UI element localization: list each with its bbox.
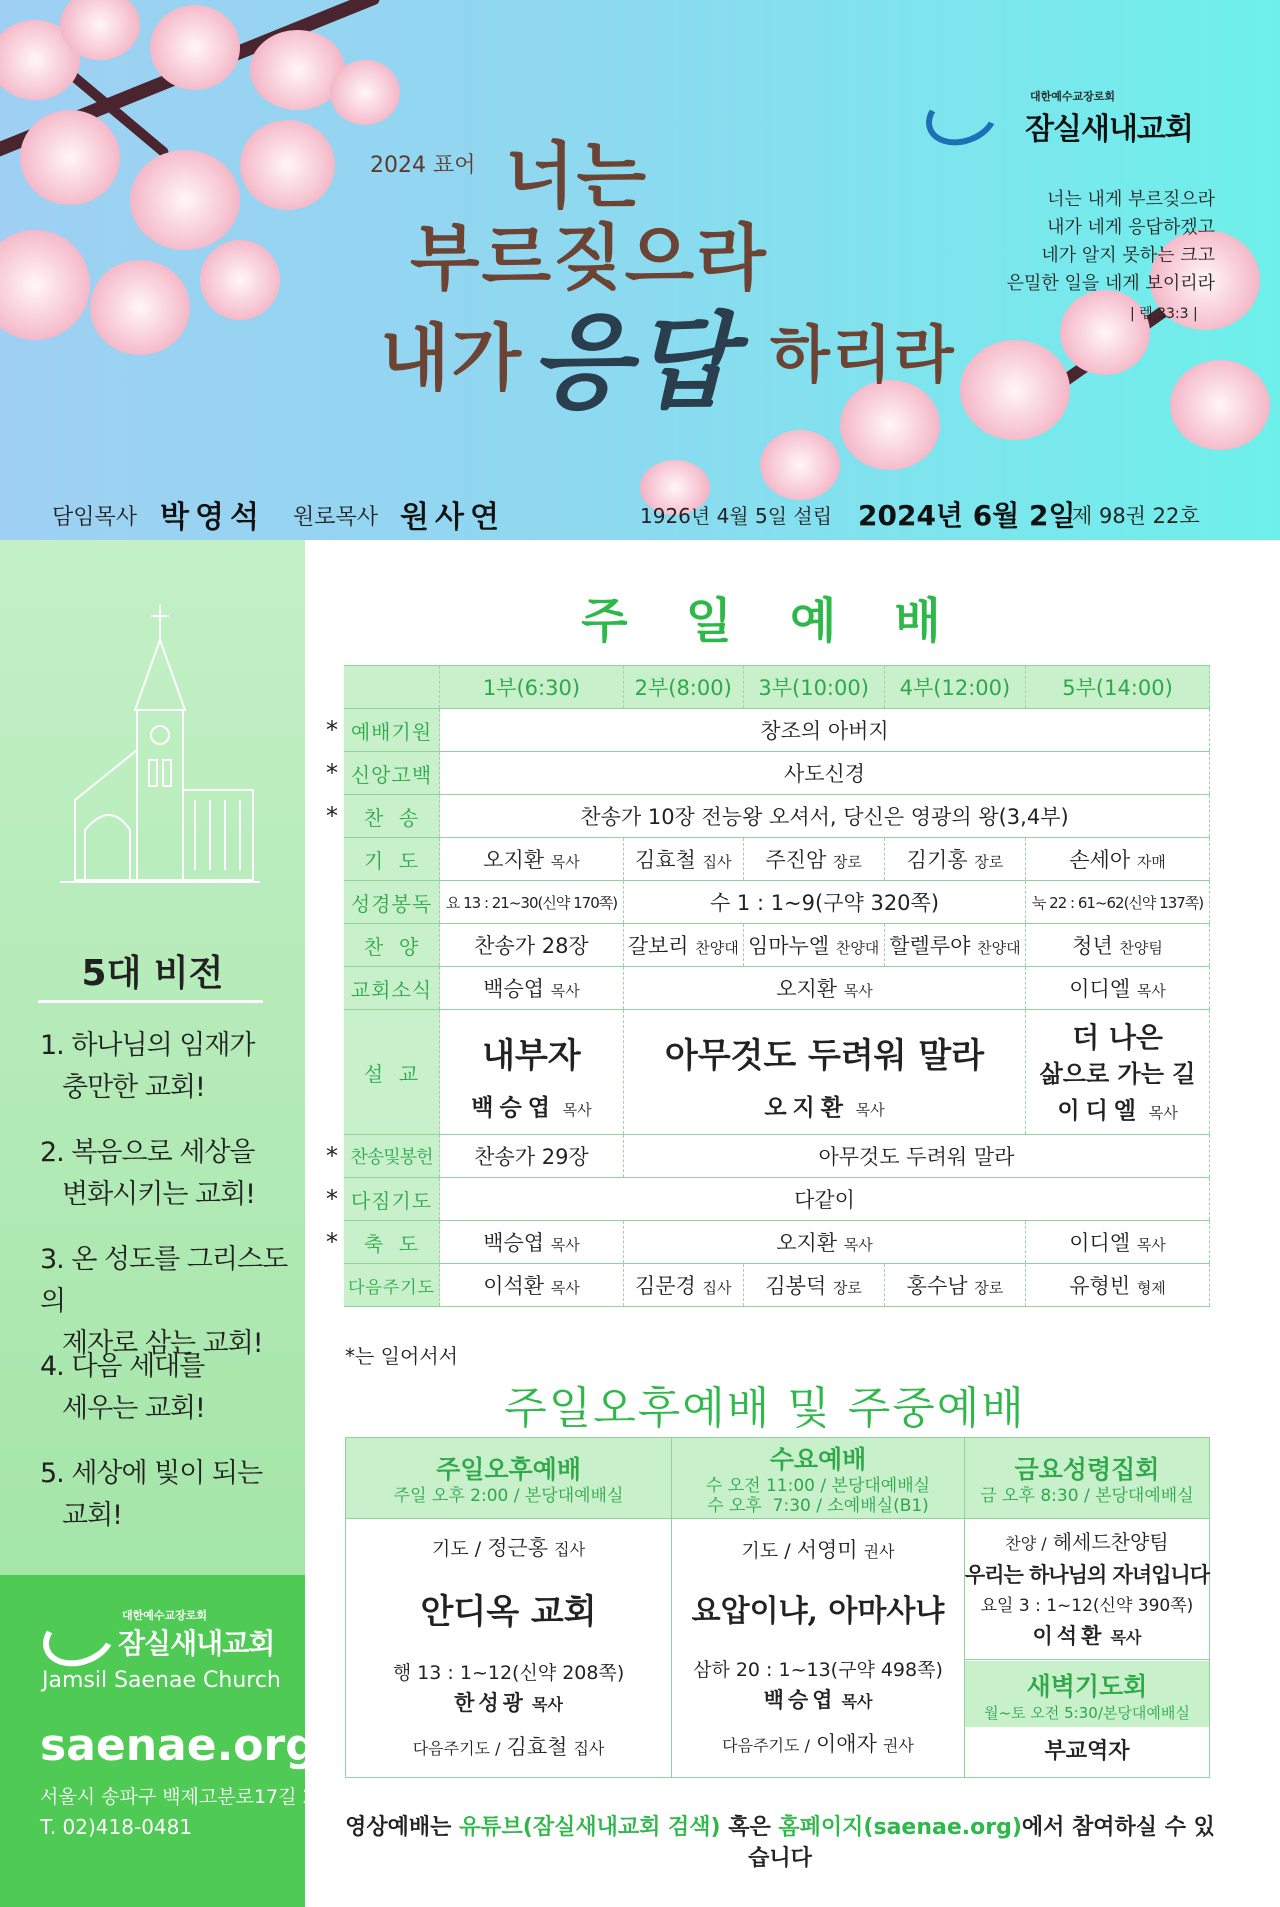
table-row bbox=[320, 1010, 1210, 1135]
service-header bbox=[672, 1438, 965, 1519]
table-row bbox=[320, 709, 1210, 752]
vision-item bbox=[40, 1132, 290, 1216]
vision-line: 변화시키는 교회! bbox=[62, 1179, 255, 1210]
person-name: 오지환 bbox=[776, 977, 838, 1001]
verse-line: 너는 내게 부르짖으라 bbox=[1047, 189, 1215, 210]
blossom bbox=[960, 340, 1070, 440]
person-title: 목사 bbox=[1148, 1103, 1178, 1122]
sermon-title: 요압이냐, 아마사냐 bbox=[691, 1594, 945, 1629]
service-time: 수 오전 11:00 / 본당대예배실 bbox=[705, 1476, 931, 1496]
sermon-title bbox=[1026, 1020, 1209, 1092]
blossom bbox=[90, 260, 190, 355]
table-row bbox=[320, 967, 1210, 1010]
person-title: 목사 bbox=[843, 1236, 873, 1254]
person-title: 장로 bbox=[832, 1279, 862, 1297]
dawn-leader: 부교역자 bbox=[1044, 1738, 1130, 1764]
table-row bbox=[320, 666, 1210, 709]
table-row bbox=[320, 1221, 1210, 1264]
service-time: 금 오후 8:30 / 본당대예배실 bbox=[980, 1486, 1194, 1506]
next-prayer-leader bbox=[743, 1264, 884, 1307]
table-row bbox=[320, 1135, 1210, 1178]
service-time: 월~토 오전 5:30/본당대예배실 bbox=[984, 1703, 1190, 1722]
vision-title: 5대 비전 bbox=[81, 953, 224, 994]
person-name: 김문경 bbox=[634, 1274, 696, 1298]
person-name: 백승엽 bbox=[483, 1231, 545, 1255]
sermon-preacher bbox=[346, 1687, 671, 1717]
website-link[interactable]: saenae.org bbox=[40, 1720, 317, 1771]
person-title: 장로 bbox=[974, 853, 1004, 871]
person-name: 한성광 bbox=[454, 1690, 527, 1715]
service-header: 3부(10:00) bbox=[743, 666, 884, 709]
service-header bbox=[965, 1661, 1209, 1727]
logo-name: 잠실새내교회 bbox=[1025, 112, 1193, 147]
founded-date: 1926년 4월 5일 설립 bbox=[640, 504, 833, 528]
person-name: 유형빈 bbox=[1069, 1274, 1131, 1298]
sermon-title: 내부자 bbox=[482, 1035, 581, 1076]
blossom bbox=[200, 240, 280, 320]
note-text: 에서 참여하실 수 있습니다 bbox=[748, 1815, 1215, 1871]
friday-details bbox=[964, 1519, 1209, 1660]
person-title: 목사 bbox=[562, 1100, 592, 1119]
response-song: 아무것도 두려워 말라 bbox=[623, 1135, 1209, 1178]
table-row bbox=[320, 1178, 1210, 1221]
person-name: 홍수남 bbox=[906, 1274, 968, 1298]
standing-mark: * bbox=[326, 759, 338, 787]
benediction-leader bbox=[440, 1221, 624, 1264]
person-title: 권사 bbox=[863, 1542, 895, 1561]
motto-year: 2024 표어 bbox=[370, 153, 476, 178]
person-name: 이석환 bbox=[483, 1274, 545, 1298]
standing-mark: * bbox=[326, 1228, 338, 1256]
vision-line: 1. 하나님의 임재가 bbox=[40, 1030, 255, 1061]
blossom bbox=[760, 430, 840, 500]
motto-line-3c: 하리라 bbox=[770, 318, 956, 391]
sermon-title-line: 삶으로 가는 길 bbox=[1039, 1058, 1196, 1088]
vision-line: 교회! bbox=[62, 1500, 122, 1531]
vision-line: 제자로 삼는 교회! bbox=[62, 1328, 263, 1359]
row-label: 성경봉독 bbox=[344, 881, 440, 924]
church-english-name: Jamsil Saenae Church bbox=[42, 1668, 281, 1693]
next-prayer-leader bbox=[440, 1264, 624, 1307]
person-title: 목사 bbox=[1136, 1236, 1166, 1254]
person-name: 이석환 bbox=[1032, 1624, 1106, 1648]
row-label: 설 교 bbox=[344, 1010, 440, 1135]
table-row bbox=[320, 924, 1210, 967]
sermon-preacher bbox=[440, 1089, 623, 1122]
sermon-preacher bbox=[965, 1620, 1209, 1650]
sermon-preacher bbox=[1026, 1092, 1209, 1125]
service-header: 1부(6:30) bbox=[440, 666, 624, 709]
star-cell bbox=[320, 1010, 344, 1135]
vision-line: 4. 다음 세대를 bbox=[40, 1351, 205, 1382]
bulletin-volume: 제 98권 22호 bbox=[1072, 504, 1200, 528]
sermon-preacher bbox=[672, 1684, 964, 1714]
next-prayer-line bbox=[672, 1730, 964, 1760]
service-name: 수요예배 bbox=[769, 1445, 867, 1474]
person-name: 오지환 bbox=[483, 848, 545, 872]
table-row bbox=[320, 838, 1210, 881]
row-label: 다짐기도 bbox=[344, 1178, 440, 1221]
next-prayer-leader bbox=[623, 1264, 743, 1307]
prayer-leader bbox=[623, 838, 743, 881]
anthem-name: 찬송가 28장 bbox=[474, 934, 589, 958]
blossom bbox=[20, 110, 120, 205]
service-header bbox=[346, 1438, 672, 1519]
senior-pastor-role: 담임목사 bbox=[52, 505, 138, 530]
standing-mark: * bbox=[326, 716, 338, 744]
person-title: 장로 bbox=[974, 1279, 1004, 1297]
person-name: 주진암 bbox=[765, 848, 827, 872]
person-title: 목사 bbox=[843, 982, 873, 1000]
invocation-value: 창조의 아버지 bbox=[440, 709, 1210, 752]
sermon-title-line: 더 나은 bbox=[1072, 1020, 1163, 1054]
anthem-name: 청년 bbox=[1072, 934, 1113, 958]
person-name: 오지환 bbox=[764, 1094, 849, 1121]
service-time: 수 오후 7:30 / 소예배실(B1) bbox=[707, 1496, 929, 1516]
person-name: 백승엽 bbox=[471, 1094, 556, 1121]
anthem-item bbox=[1026, 924, 1210, 967]
note-text: 혹은 bbox=[720, 1815, 779, 1840]
person-title: 목사 bbox=[550, 982, 580, 1000]
praise-label: 찬양 / bbox=[1005, 1534, 1047, 1553]
blossom bbox=[240, 120, 335, 210]
person-title: 목사 bbox=[532, 1694, 563, 1714]
table-row bbox=[320, 881, 1210, 924]
prayer-leader bbox=[884, 838, 1025, 881]
sermon-cell bbox=[1026, 1010, 1210, 1135]
person-name: 김봉덕 bbox=[765, 1274, 827, 1298]
star-cell bbox=[320, 924, 344, 967]
commitment-value: 다같이 bbox=[440, 1178, 1210, 1221]
blossom bbox=[150, 5, 240, 90]
motto-line-2: 부르짖으라 bbox=[410, 216, 768, 300]
homepage-link[interactable]: 홈페이지(saenae.org) bbox=[778, 1815, 1022, 1840]
motto-line-3a: 내가 bbox=[380, 316, 524, 400]
emeritus-pastor-name: 원사연 bbox=[400, 500, 505, 535]
scripture-reading: 눅 22 : 61~62(신약 137쪽) bbox=[1026, 881, 1210, 924]
standing-mark: * bbox=[326, 1185, 338, 1213]
person-name: 이애자 bbox=[815, 1732, 877, 1756]
blossom bbox=[0, 230, 90, 340]
church-building-icon bbox=[55, 600, 265, 890]
prayer-leader bbox=[440, 838, 624, 881]
online-worship-note bbox=[345, 1810, 1215, 1872]
service-time: 주일 오후 2:00 / 본당대예배실 bbox=[393, 1486, 624, 1506]
vision-line: 3. 온 성도를 그리스도의 bbox=[40, 1244, 288, 1317]
logo-org: 대한예수교장로회 bbox=[122, 1609, 208, 1622]
praise-team: 헤세드찬양팀 bbox=[1052, 1530, 1169, 1554]
blossom bbox=[330, 60, 400, 125]
response-hymn: 찬송가 29장 bbox=[440, 1135, 624, 1178]
person-title: 목사 bbox=[550, 1279, 580, 1297]
logo-name: 잠실새내교회 bbox=[118, 1627, 275, 1660]
afternoon-weekday-title: 주일오후예배 및 주중예배 bbox=[504, 1383, 1026, 1434]
vision-line: 세우는 교회! bbox=[62, 1393, 205, 1424]
hymn-value: 찬송가 10장 전능왕 오셔서, 당신은 영광의 왕(3,4부) bbox=[440, 795, 1210, 838]
choir-label: 찬양대 bbox=[977, 939, 1021, 957]
person-name: 백승엽 bbox=[483, 977, 545, 1001]
person-name: 김효철 bbox=[634, 848, 696, 872]
person-name: 서영미 bbox=[796, 1538, 858, 1562]
anthem-name: 할렐루야 bbox=[889, 934, 971, 958]
news-leader bbox=[623, 967, 1025, 1010]
table-row bbox=[346, 1519, 1210, 1660]
scripture-reading: 수 1 : 1~9(구약 320쪽) bbox=[623, 881, 1025, 924]
church-logo-icon bbox=[918, 79, 1006, 155]
verse-line: 네가 알지 못하는 크고 bbox=[1041, 245, 1215, 266]
person-title: 목사 bbox=[841, 1692, 873, 1711]
person-title: 목사 bbox=[1110, 1628, 1142, 1647]
motto-answer-word: 응답 bbox=[530, 301, 735, 423]
news-leader bbox=[440, 967, 624, 1010]
benediction-leader bbox=[623, 1221, 1025, 1264]
standing-mark: * bbox=[326, 1142, 338, 1170]
church-phone: T. 02)418-0481 bbox=[40, 1815, 193, 1839]
person-title: 집사 bbox=[554, 1539, 586, 1559]
table-corner bbox=[344, 666, 440, 709]
table-row bbox=[346, 1438, 1210, 1519]
anthem-name: 임마누엘 bbox=[747, 934, 830, 958]
scripture-reading: 요 13 : 21~30(신약 170쪽) bbox=[440, 881, 624, 924]
prayer-leader bbox=[1026, 838, 1210, 881]
news-leader bbox=[1026, 967, 1210, 1010]
row-label: 축 도 bbox=[344, 1221, 440, 1264]
table-row bbox=[320, 752, 1210, 795]
prayer-label: 기도 / bbox=[741, 1540, 791, 1562]
sermon-preacher bbox=[624, 1089, 1025, 1122]
vision-line: 충만한 교회! bbox=[62, 1072, 205, 1103]
verse-line: 은밀한 일을 네게 보이리라 bbox=[1006, 273, 1215, 294]
service-header bbox=[964, 1438, 1209, 1519]
sunday-service-title: 주일예배 bbox=[581, 593, 999, 649]
choir-label: 찬양팀 bbox=[1119, 939, 1163, 957]
scripture-passage: 요일 3 : 1~12(신약 390쪽) bbox=[980, 1596, 1194, 1616]
service-name: 금요성령집회 bbox=[1014, 1455, 1160, 1484]
blossom bbox=[1170, 360, 1270, 450]
star-cell bbox=[320, 1264, 344, 1307]
senior-pastor-name: 박영석 bbox=[160, 500, 265, 535]
verse-line: 내가 네게 응답하겠고 bbox=[1047, 217, 1215, 238]
person-name: 김효철 bbox=[506, 1734, 568, 1759]
table-row bbox=[320, 795, 1210, 838]
person-title: 권사 bbox=[882, 1736, 914, 1755]
prayer-line bbox=[346, 1534, 671, 1564]
motto-line-1: 너는 bbox=[505, 134, 649, 218]
person-title: 목사 bbox=[1136, 982, 1166, 1000]
prayer-label: 기도 / bbox=[432, 1537, 482, 1560]
scripture-passage: 삼하 20 : 1~13(구약 498쪽) bbox=[693, 1659, 943, 1681]
creed-value: 사도신경 bbox=[440, 752, 1210, 795]
vision-line: 5. 세상에 빛이 되는 bbox=[40, 1458, 263, 1489]
person-title: 자매 bbox=[1136, 853, 1166, 871]
person-name: 이디엘 bbox=[1069, 1231, 1131, 1255]
row-label: 찬송및봉헌 bbox=[344, 1135, 440, 1178]
person-title: 집사 bbox=[702, 1279, 732, 1297]
table-row bbox=[320, 1264, 1210, 1307]
anthem-name: 갈보리 bbox=[627, 934, 689, 958]
star-cell bbox=[320, 967, 344, 1010]
sunday-pm-details bbox=[346, 1519, 672, 1778]
person-name: 김기홍 bbox=[906, 848, 968, 872]
person-title: 형제 bbox=[1136, 1279, 1166, 1297]
star-cell bbox=[320, 666, 344, 709]
anthem-item bbox=[743, 924, 884, 967]
vision-item bbox=[40, 1025, 290, 1109]
next-prayer-line bbox=[346, 1733, 671, 1763]
row-label: 교회소식 bbox=[344, 967, 440, 1010]
standing-mark: * bbox=[326, 802, 338, 830]
person-name: 백승엽 bbox=[763, 1688, 837, 1712]
vision-line: 2. 복음으로 세상을 bbox=[40, 1137, 255, 1168]
row-label: 신앙고백 bbox=[344, 752, 440, 795]
sermon-title: 아무것도 두려워 말라 bbox=[664, 1035, 985, 1076]
person-name: 정근홍 bbox=[487, 1535, 549, 1560]
row-label: 다음주기도 bbox=[344, 1264, 440, 1307]
service-header: 4부(12:00) bbox=[884, 666, 1025, 709]
service-header: 5부(14:00) bbox=[1026, 666, 1210, 709]
prayer-leader bbox=[743, 838, 884, 881]
logo-org: 대한예수교장로회 bbox=[1030, 90, 1116, 103]
benediction-leader bbox=[1026, 1221, 1210, 1264]
row-label: 찬 송 bbox=[344, 795, 440, 838]
youtube-link[interactable]: 유튜브(잠실새내교회 검색) bbox=[459, 1815, 721, 1840]
dawn-prayer-cell bbox=[964, 1660, 1209, 1778]
note-text: 영상예배는 bbox=[345, 1815, 460, 1840]
service-header: 2부(8:00) bbox=[623, 666, 743, 709]
person-title: 집사 bbox=[702, 853, 732, 871]
church-address: 서울시 송파구 백제고분로17길 29 bbox=[40, 1786, 327, 1808]
anthem-item bbox=[440, 924, 624, 967]
wednesday-details bbox=[672, 1519, 965, 1778]
emeritus-pastor-role: 원로목사 bbox=[293, 505, 379, 530]
church-logo bbox=[925, 82, 1215, 152]
person-name: 손세아 bbox=[1069, 848, 1131, 872]
sunday-service-table bbox=[320, 665, 1210, 1307]
choir-label: 찬양대 bbox=[835, 939, 880, 957]
service-name: 주일오후예배 bbox=[436, 1455, 581, 1484]
next-prayer-label: 다음주기도 / bbox=[412, 1738, 501, 1758]
anthem-item bbox=[884, 924, 1025, 967]
service-name: 새벽기도회 bbox=[1026, 1671, 1148, 1701]
sermon-title: 안디옥 교회 bbox=[420, 1591, 597, 1632]
next-prayer-label: 다음주기도 / bbox=[722, 1736, 810, 1755]
person-name: 이디엘 bbox=[1057, 1097, 1143, 1124]
motto-verse bbox=[985, 186, 1215, 298]
row-label: 기 도 bbox=[344, 838, 440, 881]
sermon-title: 우리는 하나님의 자녀입니다 bbox=[964, 1563, 1209, 1587]
vision-item bbox=[40, 1453, 290, 1537]
standing-note: *는 일어서서 bbox=[345, 1344, 458, 1368]
next-prayer-leader bbox=[884, 1264, 1025, 1307]
star-cell bbox=[320, 838, 344, 881]
weekday-service-table bbox=[345, 1437, 1210, 1778]
church-logo-footer bbox=[40, 1605, 290, 1675]
star-cell bbox=[320, 881, 344, 924]
sermon-cell bbox=[440, 1010, 624, 1135]
person-name: 이디엘 bbox=[1069, 977, 1131, 1001]
person-title: 목사 bbox=[550, 1236, 580, 1254]
sermon-cell bbox=[623, 1010, 1025, 1135]
divider bbox=[38, 1000, 263, 1003]
scripture-passage: 행 13 : 1~12(신약 208쪽) bbox=[392, 1661, 625, 1684]
person-name: 오지환 bbox=[776, 1231, 838, 1255]
row-label: 예배기원 bbox=[344, 709, 440, 752]
person-title: 목사 bbox=[855, 1100, 885, 1119]
row-label: 찬 양 bbox=[344, 924, 440, 967]
next-prayer-leader bbox=[1026, 1264, 1210, 1307]
person-title: 집사 bbox=[573, 1738, 605, 1758]
person-title: 목사 bbox=[550, 853, 580, 871]
verse-reference: | 렘 33:3 | bbox=[1130, 306, 1198, 322]
person-title: 장로 bbox=[832, 853, 862, 871]
blossom bbox=[130, 150, 240, 250]
choir-label: 찬양대 bbox=[695, 939, 739, 957]
bulletin-date: 2024년 6월 2일 bbox=[858, 499, 1076, 532]
prayer-line bbox=[672, 1536, 964, 1566]
anthem-item bbox=[623, 924, 743, 967]
praise-line bbox=[965, 1528, 1209, 1558]
vision-item bbox=[40, 1346, 290, 1430]
church-logo-icon bbox=[35, 1600, 123, 1676]
